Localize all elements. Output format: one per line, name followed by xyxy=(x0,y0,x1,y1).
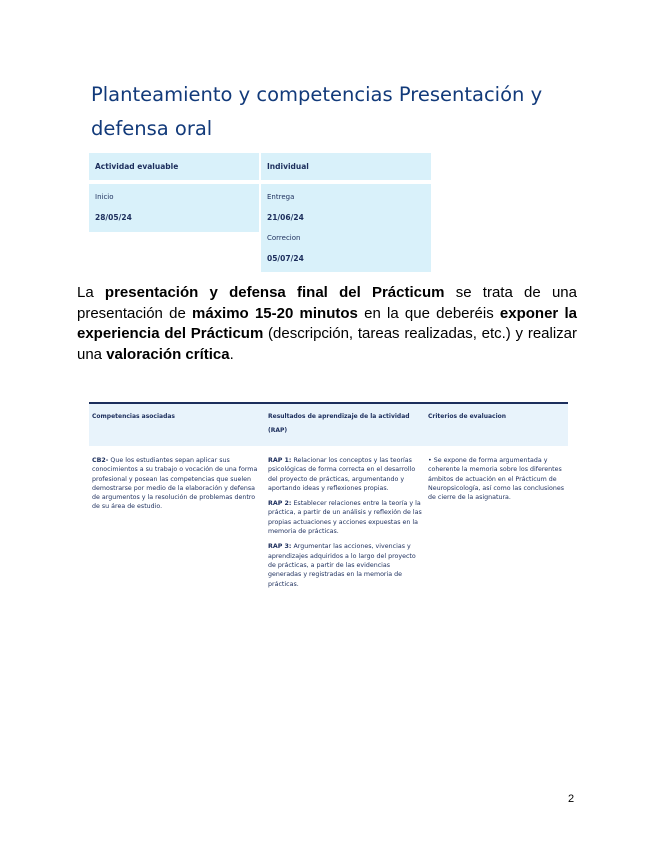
competency-cell xyxy=(89,456,265,595)
bold-segment: máximo 15-20 minutos xyxy=(192,304,358,322)
text-segment: en la que deberéis xyxy=(357,304,500,322)
rap-code: RAP 2: xyxy=(268,500,292,508)
start-date: 28/05/24 xyxy=(95,213,132,222)
criteria-text: • Se expone de forma argumentada y coherente la memoria sobre los diferentes ámbitos de actuación en el Prácticum de Neuropsicología, así como las conclusiones de cierre de la asignatura. xyxy=(428,457,565,502)
page-number: 2 xyxy=(568,793,575,805)
correction-label: Correcion xyxy=(267,234,301,242)
competency-code: CB2- xyxy=(92,457,109,464)
rap-text: Relacionar los conceptos y las teorías psicológicas de forma correcta en el desarrollo del proyecto de prácticas, argumentando y aportando ideas y reflexiones propias. xyxy=(268,457,416,492)
table-row xyxy=(89,446,568,595)
info-cell-start xyxy=(89,184,259,232)
page-title: Planteamiento y competencias Presentación y defensa oral xyxy=(91,83,543,140)
header-criteria: Criterios de evaluacion xyxy=(428,413,507,420)
header-results: Resultados de aprendizaje de la actividad (RAP) xyxy=(268,413,410,434)
competencies-table xyxy=(89,402,568,595)
header-competencies: Competencias asociadas xyxy=(92,413,175,420)
bold-segment: presentación y defensa final del Prácticum xyxy=(104,284,445,301)
rap-text: Establecer relaciones entre la teoría y la práctica, a partir de un análisis y reflexión de las propias actuaciones y acciones expuestas en la memoria de prácticas. xyxy=(268,500,422,536)
rap-item xyxy=(268,499,422,536)
rap-cell xyxy=(265,456,425,595)
text-segment: . xyxy=(229,345,234,363)
delivery-date: 21/06/24 xyxy=(267,213,304,222)
start-label: Inicio xyxy=(95,193,114,201)
info-cell-activity xyxy=(89,153,259,180)
rap-item xyxy=(268,456,422,493)
rap-item xyxy=(268,542,422,588)
delivery-label: Entrega xyxy=(267,193,295,201)
info-cell-dates xyxy=(261,184,431,272)
info-cell-individual xyxy=(261,153,431,180)
competency-text: Que los estudiantes sepan aplicar sus conocimientos a su trabajo o vocación de una forma profesional y posean las competencias que suelen demostrarse por medio de la elaboración y defensa de argumentos y la resolución de problemas dentro de su área de estudio. xyxy=(92,457,258,511)
text-segment: (descripción, tareas realizadas, etc.) y realizar una xyxy=(77,325,578,363)
correction-date: 05/07/24 xyxy=(267,254,304,263)
bold-segment: valoración crítica xyxy=(106,345,230,363)
description-paragraph xyxy=(77,283,577,365)
activity-value: Individual xyxy=(267,162,309,171)
rap-text: Argumentar las acciones, vivencias y aprendizajes adquiridos a lo largo del proyecto de prácticas, a partir de las evidencias generadas y registradas en la memoria de prácticas. xyxy=(268,543,416,588)
criteria-cell xyxy=(425,456,568,595)
rap-code: RAP 3: xyxy=(268,543,292,551)
table-header xyxy=(89,404,568,446)
text-segment: La xyxy=(77,284,105,301)
text-segment: se trata de una presentación de xyxy=(77,284,577,322)
bold-segment: exponer la experiencia del Prácticum xyxy=(77,304,578,342)
rap-code: RAP 1: xyxy=(268,457,292,464)
activity-label: Actividad evaluable xyxy=(95,162,179,171)
